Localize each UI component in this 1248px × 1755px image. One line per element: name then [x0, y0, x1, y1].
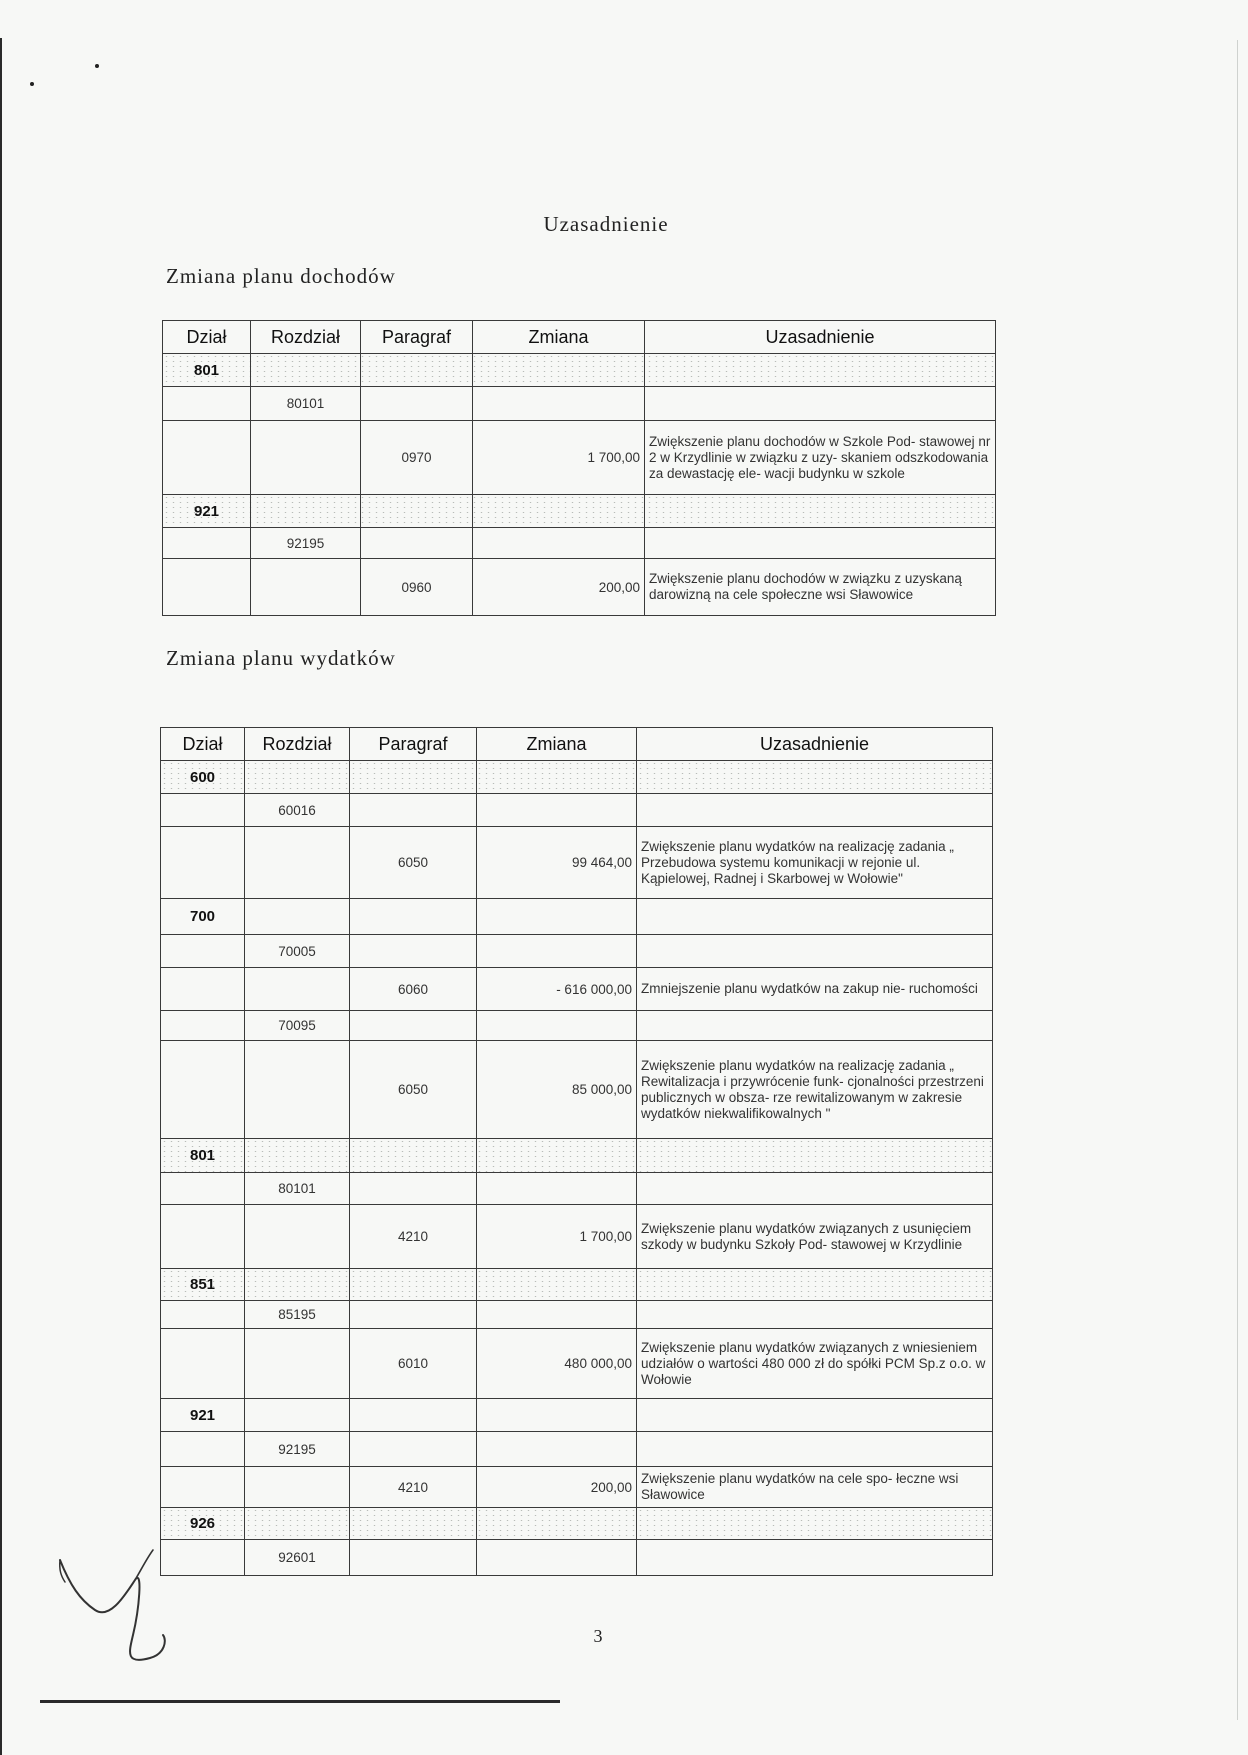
cell-uzasadnienie: Zwiększenie planu wydatków na realizację zadania „ Rewitalizacja i przywrócenie funk- cjonalności przestrzeni publicznych w obsza- rze rewitalizowanym w zakresie wydatków niekwalifikowalnych ": [637, 1041, 993, 1139]
cell-zmiana: - 616 000,00: [477, 968, 637, 1011]
table-row: [161, 1432, 993, 1467]
col-rozdzial: Rozdział: [245, 728, 350, 761]
cell-uzasadnienie: [645, 528, 996, 559]
cell-rozdzial: [245, 827, 350, 899]
cell-dzial: [161, 1205, 245, 1269]
cell-rozdzial: [245, 761, 350, 794]
cell-zmiana: 1 700,00: [473, 421, 645, 495]
table-row: [161, 1329, 993, 1399]
col-dzial: Dział: [163, 321, 251, 354]
cell-dzial: 921: [161, 1399, 245, 1432]
cell-zmiana: [477, 1301, 637, 1329]
table-row: [163, 559, 996, 616]
col-dzial: Dział: [161, 728, 245, 761]
cell-paragraf: [350, 1139, 477, 1173]
cell-paragraf: [350, 1399, 477, 1432]
cell-dzial: [161, 1432, 245, 1467]
col-uzasadnienie: Uzasadnienie: [645, 321, 996, 354]
cell-dzial: 921: [163, 495, 251, 528]
cell-zmiana: [473, 387, 645, 421]
bottom-rule: [40, 1700, 560, 1703]
cell-uzasadnienie: Zwiększenie planu dochodów w Szkole Pod- stawowej nr 2 w Krzydlinie w związku z uzy- skaniem odszkodowania za dewastację ele- wacji budynku w szkole: [645, 421, 996, 495]
cell-dzial: [161, 827, 245, 899]
cell-rozdzial: 92195: [245, 1432, 350, 1467]
cell-paragraf: [350, 1173, 477, 1205]
cell-zmiana: [477, 1508, 637, 1540]
cell-dzial: 700: [161, 899, 245, 935]
table-row: [161, 1205, 993, 1269]
table-row: [163, 528, 996, 559]
scan-speck: [95, 64, 99, 68]
cell-paragraf: [350, 761, 477, 794]
cell-zmiana: 200,00: [473, 559, 645, 616]
cell-rozdzial: 92601: [245, 1540, 350, 1576]
cell-paragraf: 6010: [350, 1329, 477, 1399]
cell-dzial: [161, 968, 245, 1011]
cell-rozdzial: [251, 421, 361, 495]
cell-rozdzial: 70005: [245, 935, 350, 968]
cell-dzial: [161, 1041, 245, 1139]
expenses-table: [160, 727, 993, 1576]
col-zmiana: Zmiana: [477, 728, 637, 761]
cell-uzasadnienie: [637, 1432, 993, 1467]
table-row: [163, 421, 996, 495]
cell-rozdzial: [251, 559, 361, 616]
cell-paragraf: [361, 354, 473, 387]
cell-rozdzial: 80101: [245, 1173, 350, 1205]
cell-zmiana: [473, 354, 645, 387]
cell-uzasadnienie: [637, 1011, 993, 1041]
cell-paragraf: [350, 1540, 477, 1576]
cell-uzasadnienie: [637, 1173, 993, 1205]
cell-rozdzial: 60016: [245, 794, 350, 827]
cell-dzial: 600: [161, 761, 245, 794]
table-row: [161, 935, 993, 968]
cell-zmiana: [477, 899, 637, 935]
cell-rozdzial: [245, 1205, 350, 1269]
cell-paragraf: [350, 794, 477, 827]
table-row: [161, 1173, 993, 1205]
cell-dzial: [161, 1011, 245, 1041]
cell-paragraf: [350, 1011, 477, 1041]
col-zmiana: Zmiana: [473, 321, 645, 354]
cell-paragraf: 6050: [350, 827, 477, 899]
table-row: [161, 761, 993, 794]
cell-paragraf: 4210: [350, 1205, 477, 1269]
cell-zmiana: [477, 761, 637, 794]
cell-paragraf: [361, 495, 473, 528]
cell-paragraf: [361, 528, 473, 559]
cell-uzasadnienie: [637, 935, 993, 968]
table-row: [161, 1269, 993, 1301]
cell-paragraf: [350, 899, 477, 935]
cell-paragraf: [361, 387, 473, 421]
table-row: [161, 1399, 993, 1432]
cell-zmiana: [473, 528, 645, 559]
cell-uzasadnienie: [637, 1301, 993, 1329]
table-row: [161, 1041, 993, 1139]
cell-zmiana: [477, 1011, 637, 1041]
cell-zmiana: [477, 1432, 637, 1467]
cell-zmiana: [473, 495, 645, 528]
cell-rozdzial: [251, 495, 361, 528]
cell-dzial: [161, 1173, 245, 1205]
cell-dzial: [163, 421, 251, 495]
cell-rozdzial: [251, 354, 361, 387]
col-rozdzial: Rozdział: [251, 321, 361, 354]
cell-uzasadnienie: [637, 899, 993, 935]
cell-dzial: [163, 559, 251, 616]
cell-rozdzial: [245, 968, 350, 1011]
cell-dzial: 851: [161, 1269, 245, 1301]
cell-uzasadnienie: [637, 1399, 993, 1432]
cell-uzasadnienie: [645, 354, 996, 387]
cell-uzasadnienie: [637, 794, 993, 827]
cell-dzial: 801: [163, 354, 251, 387]
cell-dzial: [161, 1467, 245, 1508]
cell-rozdzial: 92195: [251, 528, 361, 559]
cell-zmiana: 85 000,00: [477, 1041, 637, 1139]
cell-uzasadnienie: [637, 1508, 993, 1540]
cell-dzial: [161, 1301, 245, 1329]
table-row: [161, 1011, 993, 1041]
col-uzasadnienie: Uzasadnienie: [637, 728, 993, 761]
table-row: [161, 899, 993, 935]
cell-zmiana: [477, 1269, 637, 1301]
cell-rozdzial: [245, 1329, 350, 1399]
cell-zmiana: 200,00: [477, 1467, 637, 1508]
scan-speck: [30, 82, 34, 86]
expenses-heading: Zmiana planu wydatków: [166, 646, 396, 670]
cell-dzial: [163, 387, 251, 421]
table-row: [161, 827, 993, 899]
cell-paragraf: 0970: [361, 421, 473, 495]
cell-zmiana: [477, 794, 637, 827]
cell-dzial: [161, 1329, 245, 1399]
table-row: [161, 1467, 993, 1508]
cell-rozdzial: 85195: [245, 1301, 350, 1329]
col-paragraf: Paragraf: [361, 321, 473, 354]
cell-uzasadnienie: Zwiększenie planu wydatków na realizację zadania „ Przebudowa systemu komunikacji w rejonie ul. Kąpielowej, Radnej i Skarbowej w Wołowie": [637, 827, 993, 899]
cell-uzasadnienie: [645, 387, 996, 421]
cell-rozdzial: [245, 1467, 350, 1508]
cell-zmiana: 99 464,00: [477, 827, 637, 899]
cell-dzial: [163, 528, 251, 559]
cell-paragraf: 4210: [350, 1467, 477, 1508]
cell-zmiana: [477, 1173, 637, 1205]
cell-zmiana: [477, 935, 637, 968]
cell-uzasadnienie: [637, 1540, 993, 1576]
cell-rozdzial: [245, 899, 350, 935]
page-number: 3: [593, 1626, 603, 1646]
cell-rozdzial: 80101: [251, 387, 361, 421]
cell-uzasadnienie: Zwiększenie planu wydatków związanych z usunięciem szkody w budynku Szkoły Pod- stawowej w Krzydlinie: [637, 1205, 993, 1269]
handwritten-signature: [55, 1540, 205, 1670]
cell-paragraf: [350, 1432, 477, 1467]
cell-rozdzial: [245, 1508, 350, 1540]
cell-paragraf: [350, 935, 477, 968]
table-header-row: [161, 728, 993, 761]
table-header-row: [163, 321, 996, 354]
cell-dzial: [161, 794, 245, 827]
cell-paragraf: 6060: [350, 968, 477, 1011]
cell-paragraf: 0960: [361, 559, 473, 616]
cell-uzasadnienie: Zwiększenie planu dochodów w związku z uzyskaną darowizną na cele społeczne wsi Sławowice: [645, 559, 996, 616]
cell-uzasadnienie: Zmniejszenie planu wydatków na zakup nie- ruchomości: [637, 968, 993, 1011]
scan-edge-right: [1237, 40, 1238, 1720]
cell-paragraf: [350, 1508, 477, 1540]
cell-zmiana: [477, 1399, 637, 1432]
scan-edge-left: [0, 38, 2, 1755]
table-row: [161, 1540, 993, 1576]
cell-rozdzial: 70095: [245, 1011, 350, 1041]
cell-paragraf: [350, 1269, 477, 1301]
cell-uzasadnienie: [637, 761, 993, 794]
cell-rozdzial: [245, 1139, 350, 1173]
table-row: [163, 495, 996, 528]
cell-dzial: 926: [161, 1508, 245, 1540]
cell-rozdzial: [245, 1041, 350, 1139]
cell-rozdzial: [245, 1269, 350, 1301]
table-row: [161, 1508, 993, 1540]
cell-zmiana: 480 000,00: [477, 1329, 637, 1399]
cell-paragraf: [350, 1301, 477, 1329]
cell-dzial: 801: [161, 1139, 245, 1173]
table-row: [161, 1301, 993, 1329]
cell-rozdzial: [245, 1399, 350, 1432]
col-paragraf: Paragraf: [350, 728, 477, 761]
table-row: [163, 354, 996, 387]
cell-uzasadnienie: Zwiększenie planu wydatków związanych z wniesieniem udziałów o wartości 480 000 zł do spółki PCM Sp.z o.o. w Wołowie: [637, 1329, 993, 1399]
table-row: [161, 1139, 993, 1173]
income-table: [162, 320, 996, 616]
cell-uzasadnienie: Zwiększenie planu wydatków na cele spo- łeczne wsi Sławowice: [637, 1467, 993, 1508]
cell-zmiana: 1 700,00: [477, 1205, 637, 1269]
cell-zmiana: [477, 1139, 637, 1173]
table-row: [161, 794, 993, 827]
cell-uzasadnienie: [645, 495, 996, 528]
cell-uzasadnienie: [637, 1269, 993, 1301]
income-heading: Zmiana planu dochodów: [166, 264, 396, 288]
document-title: Uzasadnienie: [543, 212, 669, 236]
table-row: [163, 387, 996, 421]
cell-uzasadnienie: [637, 1139, 993, 1173]
cell-dzial: [161, 935, 245, 968]
table-row: [161, 968, 993, 1011]
cell-zmiana: [477, 1540, 637, 1576]
cell-paragraf: 6050: [350, 1041, 477, 1139]
